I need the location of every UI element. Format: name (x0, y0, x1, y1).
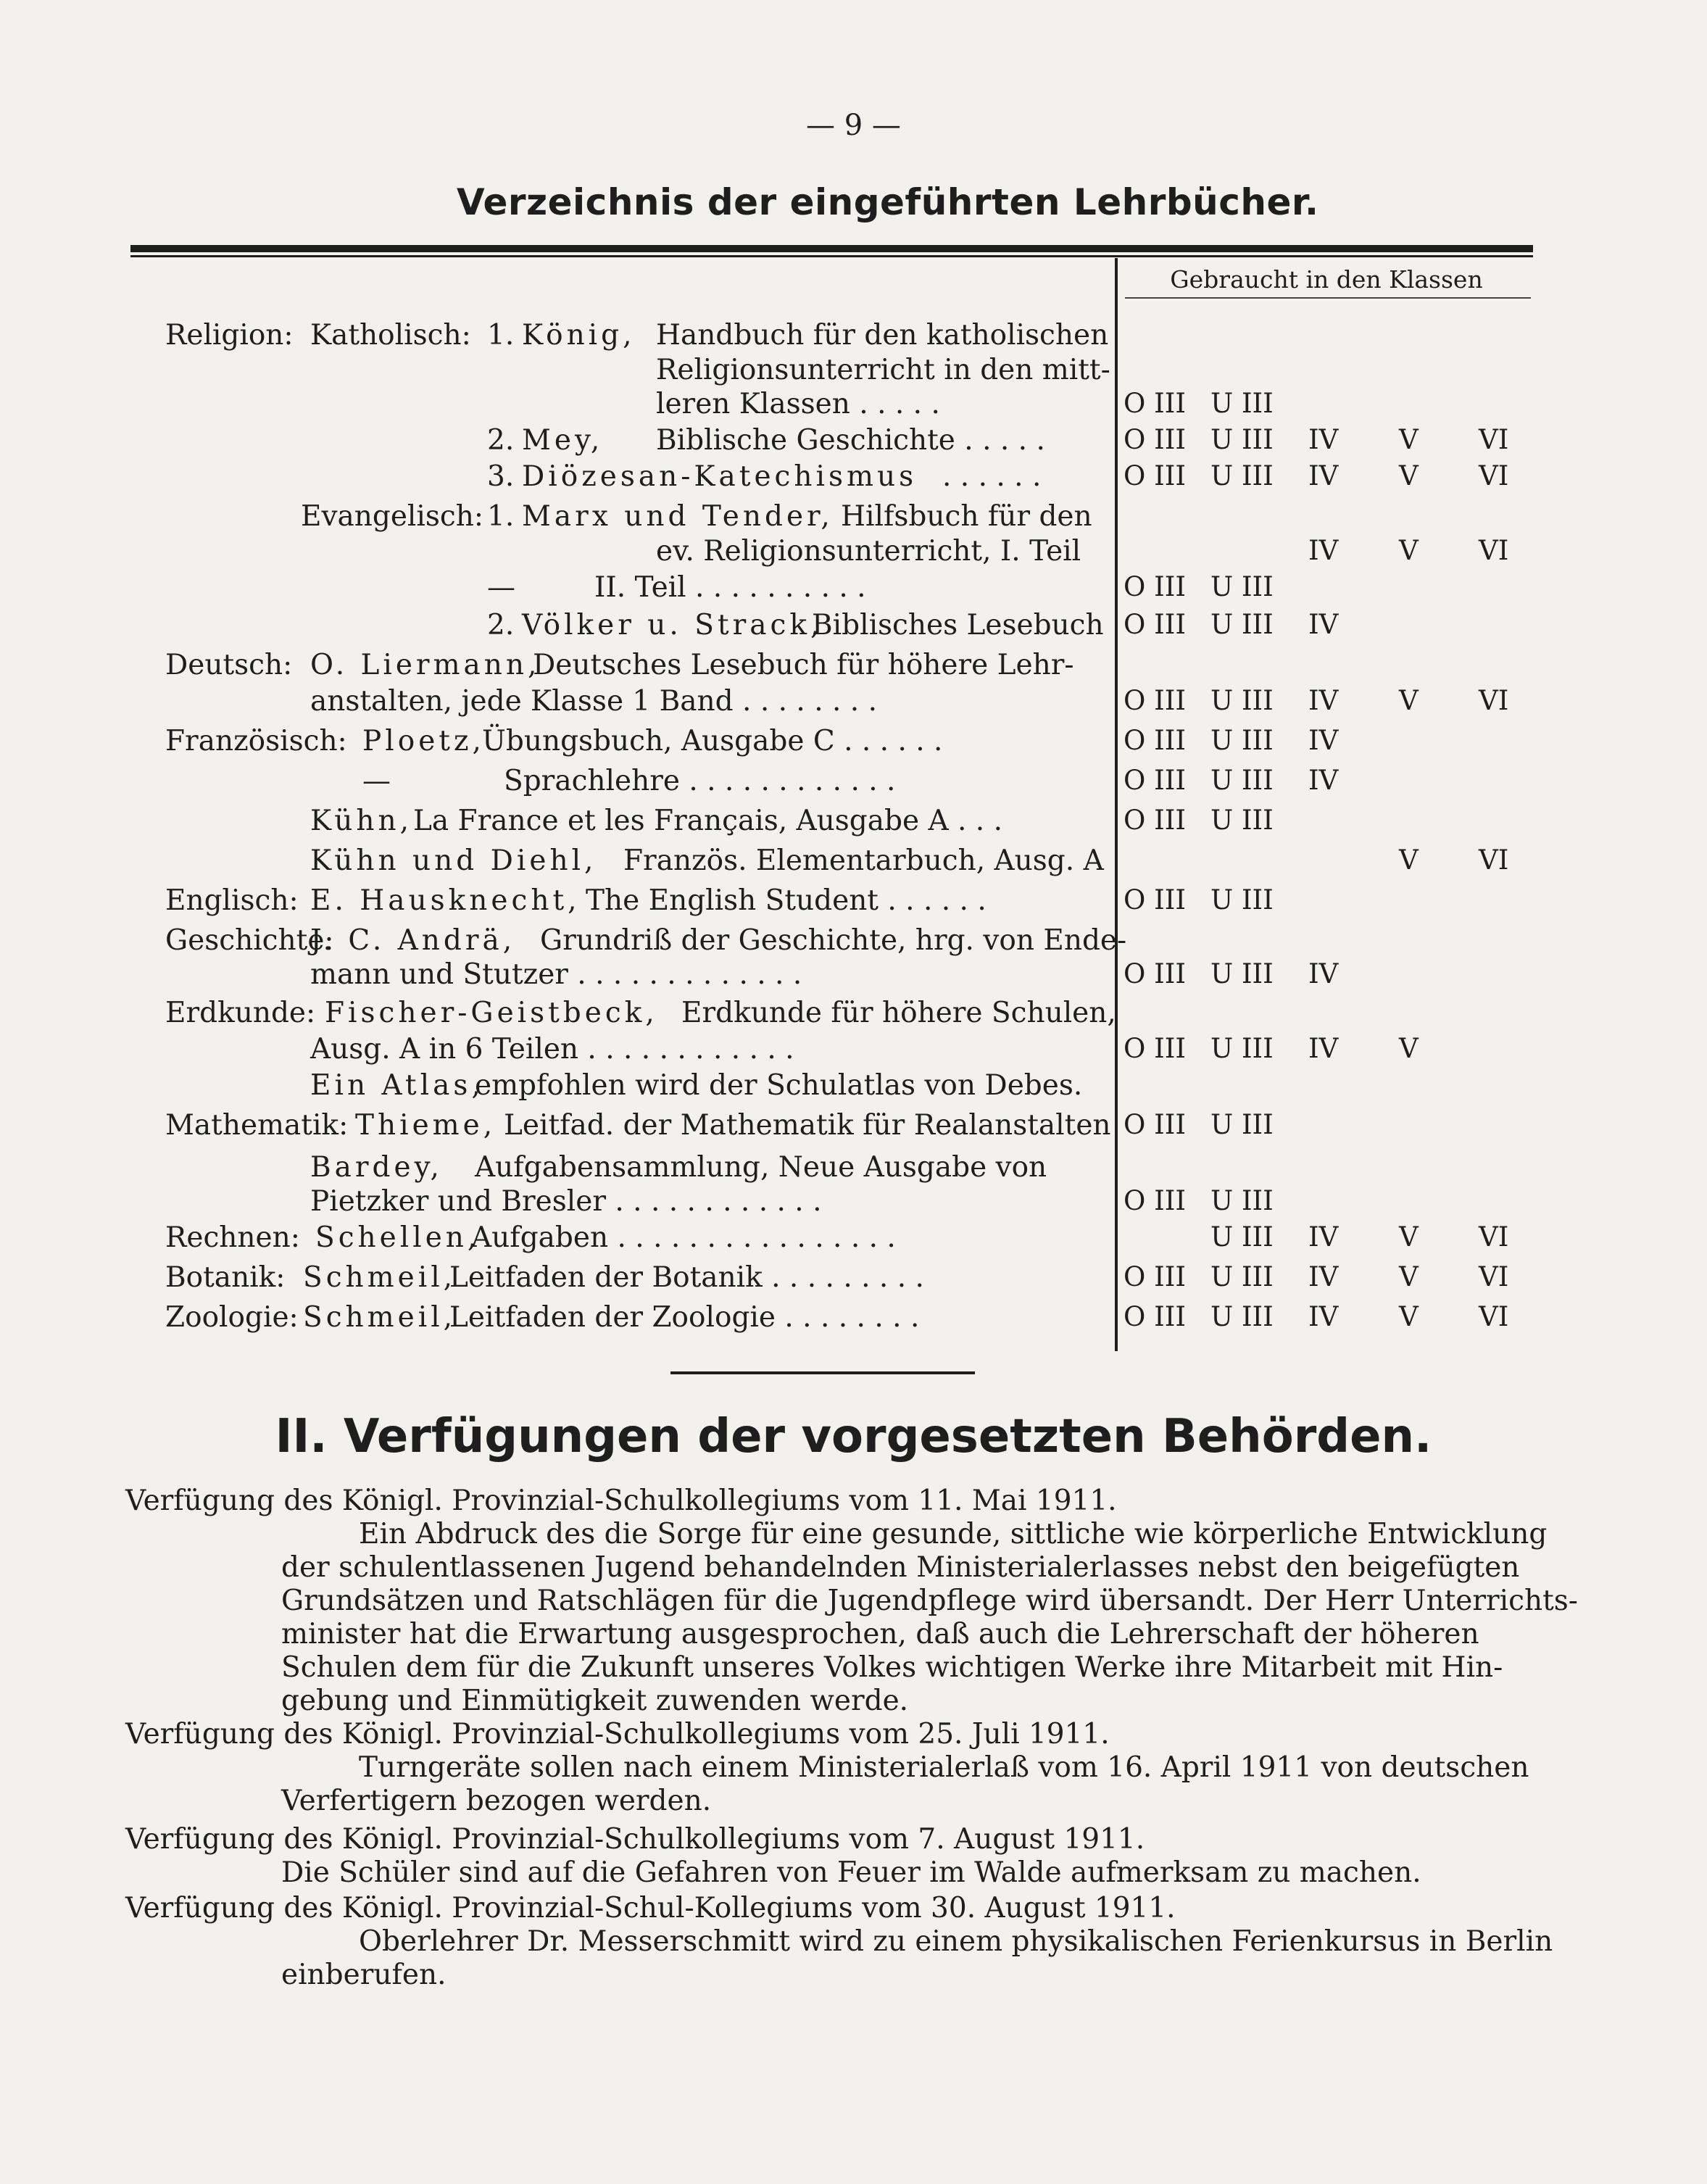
class-cell: O III (1124, 1301, 1186, 1332)
subject-label: Zoologie: (165, 1301, 299, 1334)
class-cell: VI (1479, 1261, 1509, 1292)
author-name: Kühn, (310, 805, 413, 837)
decree-body-line: Turngeräte sollen nach einem Ministerialerlaß vom 16. April 1911 von deutschen (359, 1751, 1529, 1784)
class-cell: O III (1124, 1261, 1186, 1292)
book-title: Biblisches Lesebuch (812, 609, 1104, 642)
book-title: Sprachlehre . . . . . . . . . . . . (504, 765, 896, 797)
decree-body-line: Verfertigern bezogen werden. (281, 1785, 712, 1817)
class-cell: U III (1210, 1033, 1274, 1064)
page-number: — 9 — (806, 109, 901, 142)
subject-label: Französisch: (165, 725, 347, 757)
table-end-rule (670, 1371, 975, 1374)
class-cell: U III (1210, 1109, 1274, 1140)
decree-body-line: minister hat die Erwartung ausgesprochen, daß auch die Lehrerschaft der höheren (281, 1618, 1479, 1651)
decree-body-line: Ein Abdruck des die Sorge für eine gesunde, sittliche wie körperliche Entwicklung (359, 1518, 1548, 1550)
class-cell: U III (1210, 424, 1274, 455)
author-name: Kühn und Diehl, (310, 844, 597, 877)
author-name: Schmeil, (303, 1301, 457, 1334)
class-cell: O III (1124, 958, 1186, 989)
class-header-rule (1125, 297, 1531, 299)
class-cell: O III (1124, 460, 1186, 491)
author-name: J. C. Andrä, (310, 924, 516, 957)
class-cell: O III (1124, 609, 1186, 640)
section-heading: II. Verfügungen der vorgesetzten Behörden. (275, 1410, 1432, 1463)
class-cell: V (1399, 1033, 1419, 1064)
author-name: Schellen, (315, 1221, 481, 1254)
book-title: Biblische Geschichte . . . . . (656, 424, 1045, 457)
class-cell: U III (1210, 571, 1274, 602)
class-cell: O III (1124, 685, 1186, 716)
class-cell: IV (1308, 765, 1339, 796)
book-title: Übungsbuch, Ausgabe C . . . . . . (482, 725, 943, 757)
class-cell: IV (1308, 424, 1339, 455)
book-title: mann und Stutzer . . . . . . . . . . . . . (310, 958, 802, 991)
book-title: . . . . . . (942, 460, 1042, 493)
denomination-label: Evangelisch: (301, 500, 483, 533)
class-cell: IV (1308, 1261, 1339, 1292)
book-title: La France et les Français, Ausgabe A . . . (413, 805, 1003, 837)
table-column-divider (1115, 258, 1118, 1351)
class-cell: U III (1210, 765, 1274, 796)
class-cell: U III (1210, 460, 1274, 491)
class-cell: V (1399, 424, 1419, 455)
subject-label: Deutsch: (165, 649, 293, 681)
class-cell: V (1399, 1221, 1419, 1253)
decree-body-line: Die Schüler sind auf die Gefahren von Feuer im Walde aufmerksam zu machen. (281, 1856, 1421, 1889)
author-name: Diözesan-Katechismus (522, 460, 918, 493)
author-name: E. Hausknecht, (310, 884, 581, 917)
class-cell: U III (1210, 388, 1274, 419)
decree-body-line: Schulen dem für die Zukunft unseres Volkes wichtigen Werke ihre Mitarbeit mit Hin- (281, 1651, 1503, 1684)
class-cell: U III (1210, 884, 1274, 915)
class-cell: O III (1124, 424, 1186, 455)
class-cell: IV (1308, 1033, 1339, 1064)
class-cell: IV (1308, 460, 1339, 491)
class-cell: V (1399, 1301, 1419, 1332)
class-cell: VI (1479, 844, 1509, 876)
class-column-header: Gebraucht in den Klassen (1170, 265, 1483, 294)
class-cell: U III (1210, 1185, 1274, 1216)
class-cell: IV (1308, 1221, 1339, 1253)
author-name: O. Liermann, (310, 649, 541, 681)
book-title: Erdkunde für höhere Schulen, (681, 997, 1116, 1029)
subject-label: Rechnen: (165, 1221, 300, 1254)
item-number: 1. (487, 319, 515, 352)
class-cell: V (1399, 535, 1419, 566)
decree-header: Verfügung des Königl. Provinzial-Schulkollegiums vom 11. Mai 1911. (125, 1485, 1117, 1517)
class-cell: VI (1479, 424, 1509, 455)
denomination-label: Katholisch: (310, 319, 471, 352)
class-cell: U III (1210, 725, 1274, 756)
book-title: Pietzker und Bresler . . . . . . . . . . . . (310, 1185, 822, 1218)
book-title: empfohlen wird der Schulatlas von Debes. (475, 1069, 1083, 1102)
author-name: König, (522, 319, 636, 352)
class-cell: O III (1124, 725, 1186, 756)
book-title: leren Klassen . . . . . (656, 388, 940, 420)
author-name: Schmeil, (303, 1261, 457, 1294)
book-title: Grundriß der Geschichte, hrg. von Ende- (540, 924, 1127, 957)
decree-body-line: der schulentlassenen Jugend behandelnden Ministerialerlasses nebst den beigefügten (281, 1551, 1520, 1584)
book-title: Französ. Elementarbuch, Ausg. A (623, 844, 1104, 877)
class-cell: IV (1308, 609, 1339, 640)
class-cell: IV (1308, 1301, 1339, 1332)
class-cell: O III (1124, 388, 1186, 419)
decree-body-line: Oberlehrer Dr. Messerschmitt wird zu einem physikalischen Ferienkursus in Berlin (359, 1925, 1553, 1958)
author-name: Bardey, (310, 1151, 443, 1184)
author-name: Thieme, (355, 1109, 497, 1142)
class-cell: VI (1479, 1301, 1509, 1332)
class-cell: O III (1124, 884, 1186, 915)
author-name: Ein Atlas, (310, 1069, 484, 1102)
class-cell: V (1399, 1261, 1419, 1292)
class-cell: U III (1210, 685, 1274, 716)
class-cell: V (1399, 460, 1419, 491)
class-cell: U III (1210, 609, 1274, 640)
book-title: Handbuch für den katholischen (656, 319, 1109, 352)
class-cell: O III (1124, 765, 1186, 796)
class-cell: VI (1479, 1221, 1509, 1253)
decree-header: Verfügung des Königl. Provinzial-Schul-Kollegiums vom 30. August 1911. (125, 1892, 1176, 1925)
class-cell: U III (1210, 805, 1274, 836)
subject-label: Religion: (165, 319, 294, 352)
book-title: Leitfad. der Mathematik für Realanstalten (504, 1109, 1111, 1142)
book-title: Leitfaden der Zoologie . . . . . . . . (449, 1301, 920, 1334)
decree-body-line: einberufen. (281, 1959, 447, 1991)
ditto-mark: — (362, 765, 391, 797)
class-cell: O III (1124, 571, 1186, 602)
class-cell: O III (1124, 1109, 1186, 1140)
class-cell: V (1399, 844, 1419, 876)
book-title: The English Student . . . . . . (586, 884, 987, 917)
class-cell: U III (1210, 1301, 1274, 1332)
book-title: Aufgaben . . . . . . . . . . . . . . . . (471, 1221, 896, 1254)
subject-label: Geschichte: (165, 924, 334, 957)
class-cell: U III (1210, 1261, 1274, 1292)
item-number: 2. (487, 609, 515, 642)
class-cell: O III (1124, 1033, 1186, 1064)
class-cell: IV (1308, 725, 1339, 756)
class-cell: IV (1308, 958, 1339, 989)
decree-body-line: gebung und Einmütigkeit zuwenden werde. (281, 1685, 909, 1717)
class-cell: U III (1210, 958, 1274, 989)
book-title: ev. Religionsunterricht, I. Teil (656, 535, 1081, 568)
class-cell: VI (1479, 685, 1509, 716)
item-number: 3. (487, 460, 515, 493)
author-name: Marx und Tender, (522, 500, 834, 533)
decree-header: Verfügung des Königl. Provinzial-Schulkollegiums vom 7. August 1911. (125, 1823, 1145, 1856)
author-name: Ploetz, (362, 725, 485, 757)
book-title: Ausg. A in 6 Teilen . . . . . . . . . . . . (310, 1033, 794, 1066)
decree-body-line: Grundsätzen und Ratschlägen für die Jugendpflege wird übersandt. Der Herr Unterrichts- (281, 1585, 1578, 1617)
class-cell: U III (1210, 1221, 1274, 1253)
class-cell: VI (1479, 535, 1509, 566)
book-title: Aufgabensammlung, Neue Ausgabe von (475, 1151, 1047, 1184)
class-cell: O III (1124, 1185, 1186, 1216)
class-cell: O III (1124, 805, 1186, 836)
book-title: Deutsches Lesebuch für höhere Lehr- (533, 649, 1074, 681)
textbook-list-title: Verzeichnis der eingeführten Lehrbücher. (457, 181, 1319, 223)
book-title: Leitfaden der Botanik . . . . . . . . . (449, 1261, 924, 1294)
decree-header: Verfügung des Königl. Provinzial-Schulkollegiums vom 25. Juli 1911. (125, 1718, 1110, 1751)
class-cell: V (1399, 685, 1419, 716)
book-title: Religionsunterricht in den mitt- (656, 354, 1110, 386)
book-title: anstalten, jede Klasse 1 Band . . . . . . . . (310, 685, 877, 718)
class-cell: IV (1308, 535, 1339, 566)
title-rule-thick (130, 245, 1533, 252)
book-title: Hilfsbuch für den (841, 500, 1092, 533)
class-cell: IV (1308, 685, 1339, 716)
author-name: Fischer-Geistbeck, (325, 997, 658, 1029)
subject-label: Mathematik: (165, 1109, 349, 1142)
subject-label: Erdkunde: (165, 997, 316, 1029)
book-title: II. Teil . . . . . . . . . . (594, 571, 866, 604)
author-name: Mey, (522, 424, 604, 457)
item-number: 2. (487, 424, 515, 457)
subject-label: Botanik: (165, 1261, 286, 1294)
title-rule-thin (130, 255, 1533, 257)
subject-label: Englisch: (165, 884, 299, 917)
item-number: 1. (487, 500, 515, 533)
item-number: — (487, 571, 515, 604)
author-name: Völker u. Strack, (522, 609, 823, 642)
class-cell: VI (1479, 460, 1509, 491)
